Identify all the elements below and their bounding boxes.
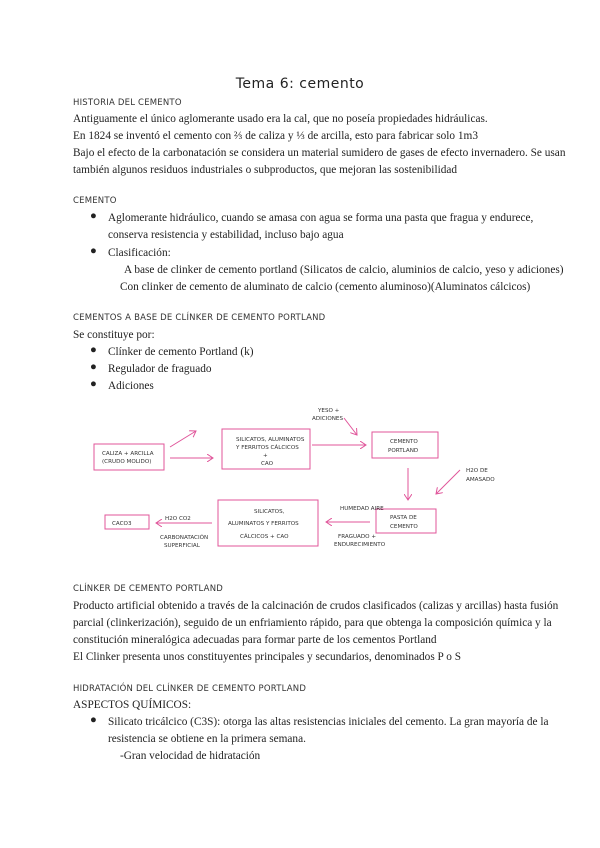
arrow [344, 418, 357, 435]
diagram-label: endurecimiento [334, 542, 386, 548]
arrow [170, 431, 196, 447]
box-cemento-portland [372, 432, 438, 458]
section-heading-cemento: CEMENTO [73, 196, 117, 206]
diagram-label: carbonatación [160, 535, 209, 541]
arrow [436, 470, 460, 494]
list-item: Adiciones [108, 380, 154, 392]
list-item-continuation: conserva resistencia y estabilidad, incluso bajo agua [108, 229, 344, 241]
bullet-icon: ● [90, 245, 97, 257]
paragraph-line: En 1824 se inventó el cemento con ⅔ de caliza y ⅓ de arcilla, esto para fabricar solo 1m3 [73, 130, 478, 142]
list-item: Aglomerante hidráulico, cuando se amasa con agua se forma una pasta que fragua y endurece, [108, 212, 534, 224]
paragraph-line: Bajo el efecto de la carbonatación se considera un material sumidero de gases de efecto invernadero. Se usan [73, 147, 566, 159]
list-item: Clasificación: [108, 247, 171, 259]
diagram-label: pasta de [390, 515, 417, 521]
page-title: Tema 6: cemento [235, 76, 365, 92]
diagram-label: cemento [390, 439, 418, 445]
bullet-icon: ● [90, 344, 97, 356]
diagram-label: superficial [164, 543, 200, 549]
diagram-label: (crudo molido) [102, 459, 152, 465]
paragraph-line: Se constituye por: [73, 329, 155, 341]
paragraph-line: parcial (clinkerización), seguido de un enfriamiento rápido, para que obtenga la composición química y la [73, 617, 552, 629]
paragraph-line: constitución mineralógica adecuadas para formar parte de los cementos Portland [73, 634, 437, 646]
diagram-label: silicatos, aluminatos [236, 437, 305, 443]
paragraph-line: Producto artificial obtenido a través de la calcinación de crudos clasificados (calizas y arcillas) hasta fusión [73, 600, 559, 612]
diagram-label: adiciones [312, 416, 344, 422]
paragraph-line: El Clinker presenta unos constituyentes principales y secundarios, denominados P o S [73, 651, 461, 663]
section-heading-hidratacion: HIDRATACIÓN DEL CLÍNKER DE CEMENTO PORTLAND [73, 684, 307, 694]
diagram-label: amasado [466, 477, 495, 483]
sub-item: -Gran velocidad de hidratación [120, 750, 261, 762]
sub-item: A base de clinker de cemento portland (Silicatos de calcio, aluminios de calcio, yeso y adiciones) [124, 264, 564, 276]
bullet-icon: ● [90, 378, 97, 390]
diagram-label: CaO [261, 461, 274, 467]
diagram-label: CaCO3 [112, 521, 132, 527]
diagram-label: portland [388, 448, 419, 454]
list-item: Silicato tricálcico (C3S): otorga las altas resistencias iniciales del cemento. La gran mayoría de la [108, 716, 549, 728]
diagram-label: H2O CO2 [165, 516, 191, 522]
paragraph-line: Antiguamente el único aglomerante usado era la cal, que no poseía propiedades hidráulicas. [73, 113, 488, 125]
diagram-label: cálcicos + CaO [240, 534, 289, 540]
bullet-icon: ● [90, 714, 97, 726]
diagram-label: silicatos, [254, 509, 285, 515]
diagram-label: yeso + [318, 408, 340, 414]
list-item: Regulador de fraguado [108, 363, 212, 375]
list-item-continuation: resistencia se obtiene en la primera semana. [108, 733, 306, 745]
box-crudo [94, 444, 164, 470]
sub-item: Con clinker de cemento de aluminato de calcio (cemento aluminoso)(Aluminatos cálcicos) [120, 281, 531, 293]
paragraph-line: también algunos residuos industriales o subproductos, que mejoran las sostenibilidad [73, 164, 458, 176]
diagram-label: cemento [390, 524, 418, 530]
section-heading-cementos-clinker: CEMENTOS A BASE DE CLÍNKER DE CEMENTO PORTLAND [73, 313, 326, 323]
section-heading-clinker: CLÍNKER DE CEMENTO PORTLAND [73, 584, 224, 594]
diagram-label: H2O de [466, 468, 488, 474]
list-item: Clínker de cemento Portland (k) [108, 346, 254, 358]
diagram-label: humedad aire [340, 506, 384, 512]
paragraph-line: ASPECTOS QUÍMICOS: [73, 699, 192, 711]
section-heading-historia: HISTORIA DEL CEMENTO [73, 98, 182, 108]
diagram-label: caliza + arcilla [102, 451, 154, 457]
bullet-icon: ● [90, 361, 97, 373]
diagram-label: aluminatos y ferritos [228, 521, 299, 527]
bullet-icon: ● [90, 210, 97, 222]
diagram-label: y ferritos cálcicos [236, 445, 299, 451]
diagram-label: + [263, 453, 268, 459]
diagram-label: fraguado + [338, 534, 377, 540]
